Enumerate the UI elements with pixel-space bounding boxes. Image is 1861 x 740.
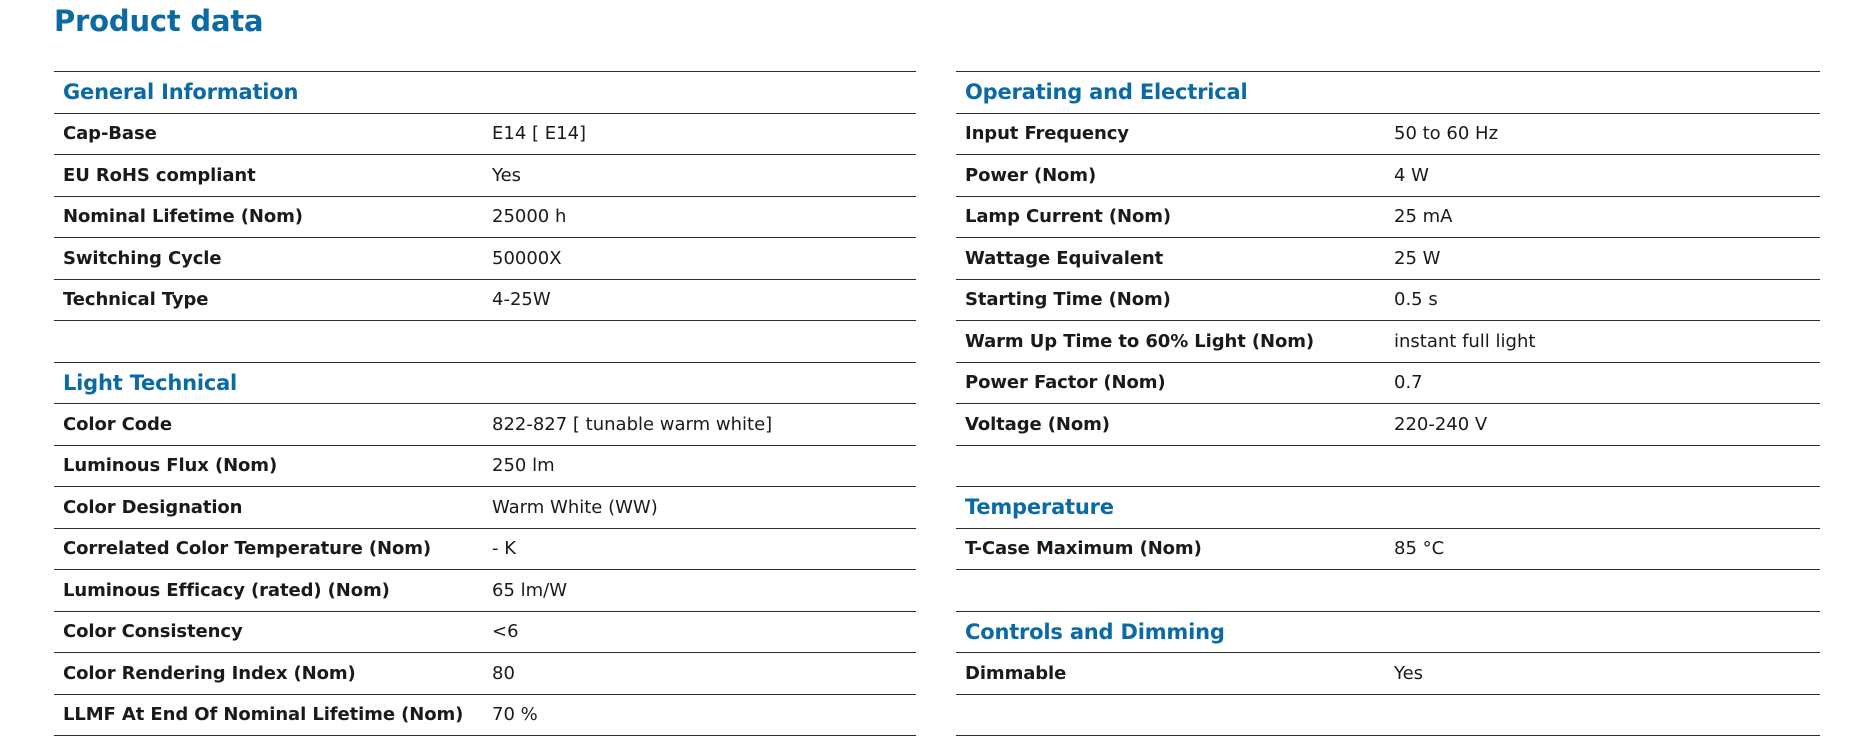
spec-row-llmf: [54, 695, 916, 737]
spec-label: Color Consistency: [63, 621, 243, 643]
spec-label: Color Designation: [63, 496, 243, 518]
spec-label: Cap-Base: [63, 123, 157, 145]
spec-row-dimmable: [956, 653, 1820, 695]
spec-row-luminous-efficacy: [54, 570, 916, 612]
spec-row-voltage: [956, 404, 1820, 446]
section-temperature: [956, 487, 1820, 529]
section-general-information: [54, 72, 916, 114]
right-column: [956, 71, 1820, 736]
spec-value: 220-240 V: [1394, 413, 1488, 435]
spec-value: instant full light: [1394, 330, 1536, 352]
spec-row-nominal-lifetime: [54, 197, 916, 239]
spec-label: Dimmable: [965, 662, 1067, 684]
section-heading: Controls and Dimming: [965, 619, 1225, 644]
spec-label: Starting Time (Nom): [965, 289, 1171, 311]
spec-row-cap-base: [54, 114, 916, 156]
spec-row-t-case-maximum: [956, 529, 1820, 571]
spacer-row: [956, 695, 1820, 737]
spec-value: - K: [492, 538, 517, 560]
spec-label: Luminous Flux (Nom): [63, 455, 278, 477]
spec-row-cri: [54, 653, 916, 695]
page-title: Product data: [54, 4, 264, 38]
spec-row-color-code: [54, 404, 916, 446]
spec-value: 0.5 s: [1394, 289, 1438, 311]
spacer-row: [956, 446, 1820, 488]
spec-row-wattage-equivalent: [956, 238, 1820, 280]
spec-value: 50 to 60 Hz: [1394, 123, 1499, 145]
section-heading: Temperature: [965, 495, 1114, 520]
spec-label: Voltage (Nom): [965, 413, 1110, 435]
spec-label: Correlated Color Temperature (Nom): [63, 538, 432, 560]
spec-value: 70 %: [492, 704, 538, 726]
spec-value: 4-25W: [492, 289, 551, 311]
spec-label: Wattage Equivalent: [965, 247, 1164, 269]
spec-value: 25 W: [1394, 247, 1441, 269]
spec-label: Input Frequency: [965, 123, 1129, 145]
spec-value: Yes: [1394, 662, 1424, 684]
spec-row-input-frequency: [956, 114, 1820, 156]
spec-label: Luminous Efficacy (rated) (Nom): [63, 579, 390, 601]
section-heading: Light Technical: [63, 370, 238, 395]
spec-row-luminous-flux: [54, 446, 916, 488]
spec-value: 25 mA: [1394, 206, 1453, 228]
spec-value: 25000 h: [492, 206, 567, 228]
spec-value: Yes: [492, 164, 522, 186]
spec-value: Warm White (WW): [492, 496, 658, 518]
spec-value: 50000X: [492, 247, 562, 269]
spec-value: 822-827 [ tunable warm white]: [492, 413, 773, 435]
spec-label: Color Rendering Index (Nom): [63, 662, 356, 684]
spec-label: Warm Up Time to 60% Light (Nom): [965, 330, 1315, 352]
spec-label: Technical Type: [63, 289, 209, 311]
spec-row-power: [956, 155, 1820, 197]
spec-row-cct: [54, 529, 916, 571]
spec-value: 4 W: [1394, 164, 1429, 186]
section-light-technical: [54, 363, 916, 405]
spec-row-color-designation: [54, 487, 916, 529]
spec-label: Nominal Lifetime (Nom): [63, 206, 303, 228]
spec-row-starting-time: [956, 280, 1820, 322]
spec-label: Switching Cycle: [63, 247, 222, 269]
spec-value: 65 lm/W: [492, 579, 568, 601]
spec-row-technical-type: [54, 280, 916, 322]
section-operating-electrical: [956, 72, 1820, 114]
spec-value: <6: [492, 621, 519, 643]
section-heading: Operating and Electrical: [965, 80, 1248, 105]
spec-label: EU RoHS compliant: [63, 164, 256, 186]
spec-value: 250 lm: [492, 455, 555, 477]
spec-value: E14 [ E14]: [492, 123, 587, 145]
section-heading: General Information: [63, 80, 299, 105]
spacer-row: [54, 321, 916, 363]
spec-label: LLMF At End Of Nominal Lifetime (Nom): [63, 704, 464, 726]
spec-row-color-consistency: [54, 612, 916, 654]
spacer-row: [956, 570, 1820, 612]
spec-label: Lamp Current (Nom): [965, 206, 1172, 228]
spec-label: Power (Nom): [965, 164, 1097, 186]
spec-value: 85 °C: [1394, 538, 1445, 560]
spec-row-eu-rohs: [54, 155, 916, 197]
spec-value: 0.7: [1394, 372, 1423, 394]
spec-row-warm-up-time: [956, 321, 1820, 363]
spec-row-switching-cycle: [54, 238, 916, 280]
left-column: [54, 71, 916, 736]
spec-label: T-Case Maximum (Nom): [965, 538, 1202, 560]
spec-value: 80: [492, 662, 515, 684]
spec-label: Color Code: [63, 413, 172, 435]
spec-label: Power Factor (Nom): [965, 372, 1166, 394]
spec-row-lamp-current: [956, 197, 1820, 239]
spec-row-power-factor: [956, 363, 1820, 405]
section-controls-dimming: [956, 612, 1820, 654]
